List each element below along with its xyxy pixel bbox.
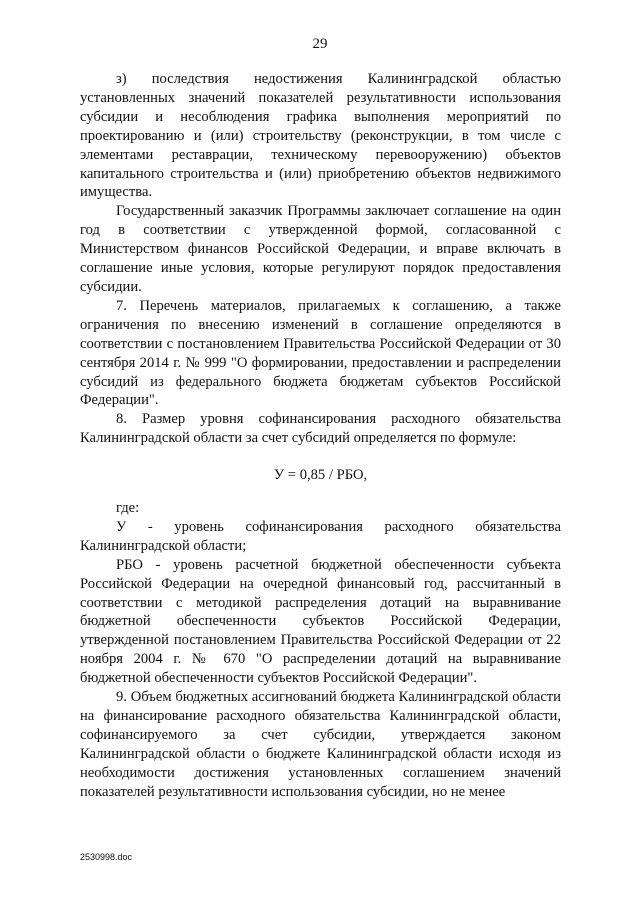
- paragraph-agreement: Государственный заказчик Программы заключает соглашение на один год в соответствии с утвержденной формой, согласованной с Министерством финансов Российской Федерации, и вправе включать в соглашение иные условия, которые регулируют порядок предоставления субсидии.: [80, 203, 561, 295]
- formula: У = 0,85 / РБО,: [273, 467, 368, 484]
- page-number: 29: [312, 36, 328, 52]
- paragraph-consequences: з) последствия недостижения Калининградской областью установленных значений показателей результативности использования субсидии и несоблюдения графика выполнения мероприятий по проектированию и (или) строительству (реконструкции, в том числе с элементами реставрации, техническому перевооружению) объектов капитального строительства и (или) приобретению объектов недвижимого имущества.: [80, 71, 561, 201]
- paragraph-definition-u: У - уровень софинансирования расходного обязательства Калининградской области;: [80, 518, 561, 554]
- paragraph-where: где:: [116, 500, 140, 517]
- footer-filename: 2530998.doc: [80, 852, 133, 862]
- paragraph-item-9: 9. Объем бюджетных ассигнований бюджета Калининградской области на финансирование расходного обязательства Калининградской области, софинансируемого за счет субсидии, утверждается законом Калининградской области о бюджете Калининградской области исходя из необходимости достижения установленных соглашением значений показателей результативности использования субсидии, но не менее: [80, 689, 561, 800]
- paragraph-item-8: 8. Размер уровня софинансирования расходного обязательства Калининградской области за счет субсидий определяется по формуле:: [80, 411, 561, 447]
- document-body: [80, 70, 561, 802]
- paragraph-definition-rbo: РБО - уровень расчетной бюджетной обеспеченности субъекта Российской Федерации на очередной финансовый год, рассчитанный в соответствии с методикой распределения дотаций на выравнивание бюджетной обеспеченности субъектов Российской Федерации, утвержденной постановлением Правительства Российской Федерации от 22 ноября 2004 г. № 670 "О распределении дотаций на выравнивание бюджетной обеспеченности субъектов Российской Федерации".: [80, 556, 561, 687]
- paragraph-item-7: 7. Перечень материалов, прилагаемых к соглашению, а также ограничения по внесению изменений в соглашение определяются в соответствии с постановлением Правительства Российской Федерации от 30 сентября 2014 г. № 999 "О формировании, предоставлении и распределении субсидий из федерального бюджета бюджетам субъектов Российской Федерации".: [80, 297, 561, 409]
